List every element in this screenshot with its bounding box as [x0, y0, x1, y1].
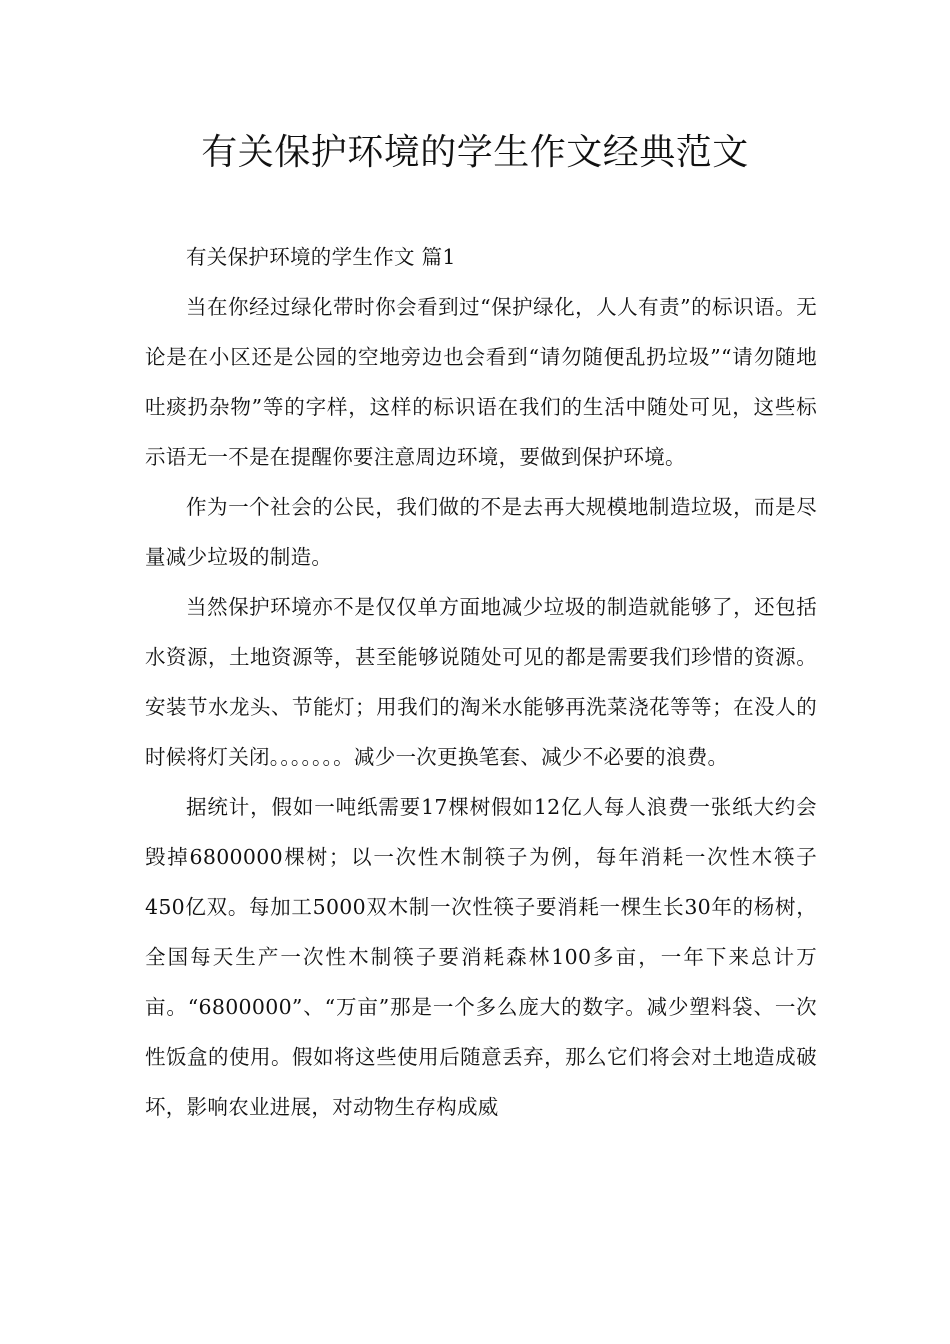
paragraph: 据统计，假如一吨纸需要17棵树假如12亿人每人浪费一张纸大约会毁掉6800000棵树；以一次性木制筷子为例，每年消耗一次性木筷子450亿双。每加工5000双木制一次性筷子要消耗一棵生长30年的杨树，全国每天生产一次性木制筷子要消耗森林100多亩，一年下来总计万亩。“6800000”、“万亩”那是一个多么庞大的数字。减少塑料袋、一次性饭盒的使用。假如将这些使用后随意丢弃，那么它们将会对土地造成破坏，影响农业进展，对动物生存构成威	[145, 795, 817, 1119]
paragraph: 当然保护环境亦不是仅仅单方面地减少垃圾的制造就能够了，还包括水资源，土地资源等，甚至能够说随处可见的都是需要我们珍惜的资源。安装节水龙头、节能灯；用我们的淘米水能够再洗菜浇花等等；在没人的时候将灯关闭。。。。。。。减少一次更换笔套、减少不必要的浪费。	[145, 595, 817, 769]
section-heading: 有关保护环境的学生作文 篇1	[186, 245, 456, 269]
paragraph: 当在你经过绿化带时你会看到过“保护绿化，人人有责”的标识语。无论是在小区还是公园的空地旁边也会看到“请勿随便乱扔垃圾”“请勿随地吐痰扔杂物”等的字样，这样的标识语在我们的生活中随处可见，这些标示语无一不是在提醒你要注意周边环境，要做到保护环境。	[145, 295, 817, 469]
document-title: 有关保护环境的学生作文经典范文	[201, 132, 749, 173]
document-body	[145, 232, 817, 1132]
paragraph: 作为一个社会的公民，我们做的不是去再大规模地制造垃圾，而是尽量减少垃圾的制造。	[145, 495, 817, 569]
